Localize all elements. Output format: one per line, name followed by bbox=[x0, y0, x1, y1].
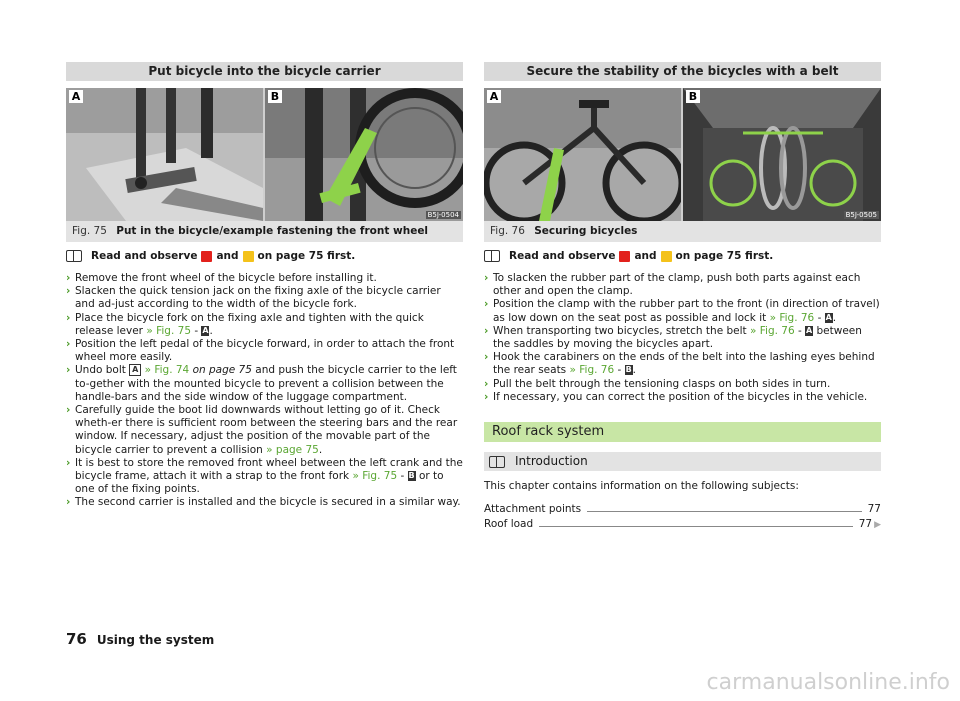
step-dash: - bbox=[194, 324, 199, 337]
bullet-arrow-icon: › bbox=[66, 311, 71, 324]
list-item bbox=[484, 391, 881, 404]
figure-label-b: B bbox=[686, 90, 700, 103]
step-text: Carefully guide the boot lid downwards without letting go of it. Check wheth-er there is sufficient room between the steering bars and the rear window. If necessary, adjust the position of the movable part of the bicycle carrier to prevent a collision bbox=[75, 404, 458, 456]
bullet-arrow-icon: › bbox=[66, 272, 71, 284]
figure-76-panel-b bbox=[683, 88, 881, 221]
step-text: To slacken the rubber part of the clamp, push both parts against each other and open the clamp. bbox=[493, 272, 861, 298]
figure-caption bbox=[484, 221, 881, 242]
bullet-arrow-icon: › bbox=[66, 285, 71, 298]
section-title: Put bicycle into the bicycle carrier bbox=[66, 62, 463, 81]
callout-badge: A bbox=[202, 325, 209, 335]
step-text: When transporting two bicycles, stretch the belt bbox=[493, 324, 747, 337]
bullet-arrow-icon: › bbox=[484, 272, 489, 284]
step-text: . bbox=[209, 324, 213, 337]
list-item bbox=[484, 272, 881, 298]
list-item bbox=[484, 378, 881, 391]
bullet-arrow-icon: › bbox=[484, 390, 489, 403]
warning-yellow-icon bbox=[661, 251, 672, 262]
toc-title[interactable]: Attachment points bbox=[484, 503, 582, 516]
step-text: The second carrier is installed and the bicycle is secured in a similar way. bbox=[75, 496, 461, 509]
bullet-arrow-icon: › bbox=[66, 404, 71, 417]
step-text: and push the bicycle carrier to the left to-gether with the mounted bicycle to prevent a collision between the handle-bars and the side window of the luggage compartment. bbox=[75, 364, 457, 403]
step-text: Position the left pedal of the bicycle forward, in order to attach the front wheel more easily. bbox=[75, 338, 455, 364]
list-item bbox=[484, 325, 881, 351]
callout-badge: A bbox=[825, 312, 832, 322]
figure-title: Put in the bicycle/example fastening the front wheel bbox=[116, 225, 429, 237]
instruction-list bbox=[484, 272, 881, 404]
figure-75-panel-a bbox=[66, 88, 263, 221]
toc-row[interactable] bbox=[484, 500, 881, 515]
table-of-contents bbox=[484, 500, 881, 530]
read-suffix: on page 75 first. bbox=[257, 250, 356, 262]
bullet-arrow-icon: › bbox=[484, 351, 489, 364]
step-text: If necessary, you can correct the position of the bicycles in the vehicle. bbox=[493, 390, 868, 403]
toc-page[interactable]: 77 bbox=[867, 503, 881, 516]
bullet-arrow-icon: › bbox=[66, 338, 71, 351]
callout-badge: B bbox=[408, 471, 415, 481]
introduction-title: Introduction bbox=[515, 454, 588, 469]
step-text: Undo bolt bbox=[75, 364, 126, 377]
introduction-header bbox=[484, 452, 881, 471]
read-and: and bbox=[634, 250, 657, 262]
step-text: between the saddles by moving the bicycles apart. bbox=[493, 324, 862, 351]
page-reference: on page 75 bbox=[192, 364, 252, 377]
list-item bbox=[484, 298, 881, 324]
page-number: 76 bbox=[66, 630, 87, 648]
page-link[interactable]: » page 75 bbox=[266, 443, 319, 456]
instruction-list bbox=[66, 272, 463, 510]
section-title: Secure the stability of the bicycles with a belt bbox=[484, 62, 881, 81]
list-item bbox=[66, 272, 463, 285]
callout-badge: B bbox=[625, 365, 632, 375]
figure-link[interactable]: » Fig. 76 bbox=[769, 311, 815, 324]
book-icon bbox=[484, 250, 500, 262]
list-item bbox=[66, 364, 463, 404]
figure-number: Fig. 76 bbox=[490, 225, 525, 237]
toc-page[interactable]: 77 bbox=[858, 518, 873, 531]
step-text: Pull the belt through the tensioning clasps on both sides in turn. bbox=[493, 377, 831, 390]
figure-75-panel-b bbox=[265, 88, 463, 221]
read-and-observe bbox=[484, 248, 881, 264]
figure-title: Securing bicycles bbox=[534, 225, 638, 237]
step-text: or to one of the fixing points. bbox=[75, 470, 444, 496]
list-item bbox=[66, 404, 463, 457]
read-suffix: on page 75 first. bbox=[675, 250, 774, 262]
continue-arrow-icon: ▶ bbox=[874, 520, 881, 531]
step-text: Slacken the quick tension jack on the fixing axle of the bicycle carrier and ad-just according to the width of the bicycle fork. bbox=[75, 285, 441, 311]
read-prefix: Read and observe bbox=[509, 250, 616, 262]
step-dash: - bbox=[617, 364, 622, 377]
bullet-arrow-icon: › bbox=[484, 324, 489, 337]
toc-leader bbox=[587, 511, 861, 512]
step-text: Position the clamp with the rubber part to the front (in direction of travel) as low down on the seat post as possible and lock it bbox=[493, 298, 880, 324]
book-icon bbox=[66, 250, 82, 262]
figure-code: B5J-0505 bbox=[845, 211, 877, 219]
list-item bbox=[66, 496, 463, 509]
bullet-arrow-icon: › bbox=[66, 496, 71, 509]
chapter-title: Roof rack system bbox=[484, 422, 881, 442]
step-text: . bbox=[318, 443, 323, 456]
callout-badge: A bbox=[806, 325, 813, 335]
list-item bbox=[66, 285, 463, 311]
figure-76-panel-a bbox=[484, 88, 681, 221]
toc-row[interactable] bbox=[484, 515, 881, 530]
callout-badge: A bbox=[129, 364, 141, 376]
book-icon bbox=[489, 456, 505, 468]
left-column bbox=[66, 62, 463, 510]
figure-code: B5J-0504 bbox=[427, 211, 459, 219]
warning-red-icon bbox=[201, 251, 212, 262]
list-item bbox=[484, 351, 881, 377]
list-item bbox=[66, 312, 463, 338]
step-text: . bbox=[832, 311, 837, 324]
step-text: . bbox=[632, 364, 636, 377]
read-and: and bbox=[216, 250, 239, 262]
step-text: It is best to store the removed front wheel between the left crank and the bicycle frame, attach it with a strap to the front fork bbox=[75, 456, 463, 483]
bullet-arrow-icon: › bbox=[66, 456, 71, 469]
bullet-arrow-icon: › bbox=[484, 377, 489, 390]
page-footer bbox=[66, 630, 214, 648]
warning-yellow-icon bbox=[243, 251, 254, 262]
bullet-arrow-icon: › bbox=[484, 298, 489, 311]
figure-link[interactable]: » Fig. 74 bbox=[144, 364, 190, 377]
step-text: Place the bicycle fork on the fixing axle and tighten with the quick release lever bbox=[75, 311, 424, 337]
figure-link[interactable]: » Fig. 76 bbox=[750, 324, 795, 337]
figure-number: Fig. 75 bbox=[72, 225, 107, 237]
figure-label-a: A bbox=[487, 90, 501, 103]
read-prefix: Read and observe bbox=[91, 250, 198, 262]
toc-leader bbox=[539, 526, 853, 527]
toc-title[interactable]: Roof load bbox=[484, 518, 534, 531]
figure-link[interactable]: » Fig. 75 bbox=[352, 470, 398, 483]
list-item bbox=[66, 338, 463, 364]
step-text: Hook the carabiners on the ends of the belt into the lashing eyes behind the rear seats bbox=[493, 351, 875, 377]
list-item bbox=[66, 457, 463, 497]
figure-label-a: A bbox=[69, 90, 83, 103]
step-text: Remove the front wheel of the bicycle before installing it. bbox=[75, 272, 377, 284]
figure-75 bbox=[66, 88, 463, 221]
read-and-observe bbox=[66, 248, 463, 264]
watermark: carmanualsonline.info bbox=[706, 670, 950, 695]
warning-red-icon bbox=[619, 251, 630, 262]
step-dash: - bbox=[817, 311, 822, 324]
right-column bbox=[484, 62, 881, 530]
footer-title: Using the system bbox=[96, 633, 215, 647]
figure-label-b: B bbox=[268, 90, 282, 103]
figure-76 bbox=[484, 88, 881, 221]
figure-caption bbox=[66, 221, 463, 242]
figure-link[interactable]: » Fig. 75 bbox=[146, 324, 191, 337]
step-dash: - bbox=[400, 470, 405, 483]
figure-link[interactable]: » Fig. 76 bbox=[569, 364, 615, 377]
bullet-arrow-icon: › bbox=[66, 364, 71, 377]
step-dash: - bbox=[798, 324, 802, 337]
introduction-text: This chapter contains information on the following subjects: bbox=[484, 480, 799, 493]
